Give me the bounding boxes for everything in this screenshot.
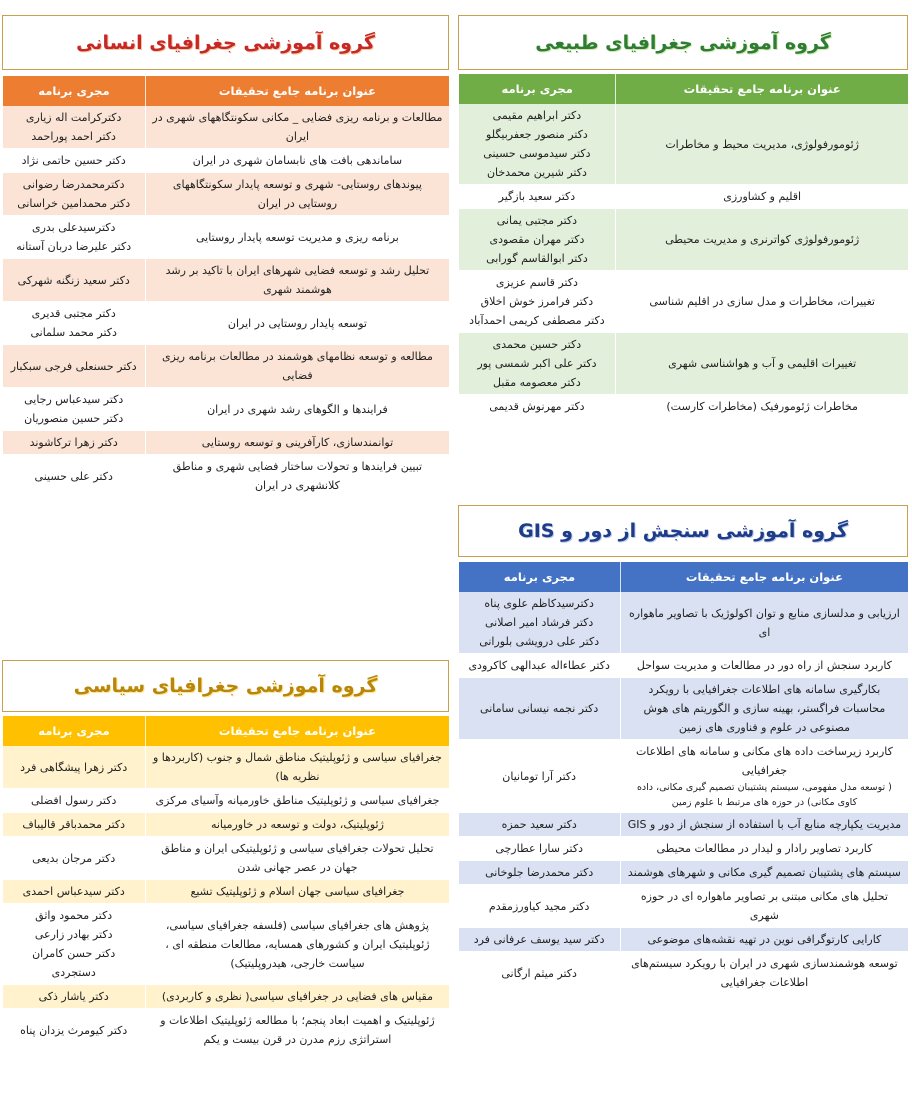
table-row <box>3 431 450 455</box>
research-topic: تحلیل تحولات جغرافیای سیاسی و ژئوپلیتیکی ایران و مناطق جهان در عصر جهانی شدن <box>161 842 434 874</box>
research-topic-cell <box>620 678 908 740</box>
header-topic: عنوان برنامه جامع تحقیقات <box>145 716 449 746</box>
supervisor-cell: دکتر حسین محمدی دکتر علی اکبر شمسی پور دکتر معصومه مقبل <box>459 333 616 395</box>
research-topic-cell <box>616 209 908 271</box>
table-row <box>3 455 450 498</box>
physical-geography-panel <box>458 15 908 419</box>
supervisor-cell: دکتر زهرا پیشگاهی فرد <box>3 746 146 789</box>
supervisor-cell: دکتر مجید کیاورزمقدم <box>459 885 621 928</box>
table-row <box>3 985 450 1009</box>
research-topic-cell <box>145 259 449 302</box>
supervisor-cell: دکتر ابراهیم مقیمی دکتر منصور جعفربیگلو دکتر سیدموسی حسینی دکتر شیرین محمدخان <box>459 104 616 185</box>
table-row <box>3 837 450 880</box>
header-supervisor: مجری برنامه <box>3 76 146 106</box>
supervisor-cell: دکتر سیدعباس احمدی <box>3 880 146 904</box>
research-topic: تبیین فرایندها و تحولات ساختار فضایی شهری و مناطق کلانشهری در ایران <box>172 460 423 492</box>
research-topic: ژئوپلیتیک، دولت و توسعه در خاورمیانه <box>210 818 384 831</box>
physical-geography-table <box>458 74 908 419</box>
research-topic: توانمندسازی، کارآفرینی و توسعه روستایی <box>201 436 394 449</box>
supervisor-cell: دکتر محمدرضا جلوخانی <box>459 861 621 885</box>
table-row <box>459 104 909 185</box>
table-row <box>3 173 450 216</box>
table-row <box>459 395 909 419</box>
header-topic: عنوان برنامه جامع تحقیقات <box>620 562 908 592</box>
supervisor-cell: دکتر حسین حاتمی نژاد <box>3 149 146 173</box>
table-row <box>459 209 909 271</box>
research-topic: ژئومورفولوژی کواترنری و مدیریت محیطی <box>665 233 860 246</box>
table-row <box>3 388 450 431</box>
supervisor-cell: دکتر سعید زنگنه شهرکی <box>3 259 146 302</box>
table-row <box>3 106 450 149</box>
supervisor-cell: دکتر کیومرث یزدان پناه <box>3 1009 146 1052</box>
research-topic: ژئوپلیتیک و اهمیت ابعاد پنجم؛ با مطالعه ژئوپلیتیک اطلاعات و استراتژی رزم مدرن در قرن بیست و یکم <box>160 1014 435 1046</box>
table-row <box>3 904 450 985</box>
supervisor-cell: دکتر سعید بازگیر <box>459 185 616 209</box>
supervisor-cell: دکتر یاشار ذکی <box>3 985 146 1009</box>
remote-sensing-panel <box>458 505 908 995</box>
table-row <box>459 678 909 740</box>
research-topic: اقلیم و کشاورزی <box>723 190 802 203</box>
supervisor-cell: دکتر مجتبی قدیری دکتر محمد سلمانی <box>3 302 146 345</box>
research-topic: تغییرات، مخاطرات و مدل سازی در اقلیم شناسی <box>649 295 875 308</box>
table-row <box>3 880 450 904</box>
research-topic: فرایندها و الگوهای رشد شهری در ایران <box>207 402 388 416</box>
table-row <box>3 302 450 345</box>
research-topic-cell <box>620 928 908 952</box>
supervisor-cell: دکتر حسنعلی فرجی سبکبار <box>3 345 146 388</box>
supervisor-cell: دکتر عطاءاله عبدالهی کاکرودی <box>459 654 621 678</box>
research-topic-cell <box>620 837 908 861</box>
research-topic-cell <box>616 333 908 395</box>
research-topic-cell <box>145 985 449 1009</box>
research-topic: تغییرات اقلیمی و آب و هواشناسی شهری <box>668 357 857 370</box>
research-topic-cell <box>145 789 449 813</box>
research-topic-note: ( توسعه مدل مفهومی، سیستم پشتیبان تصمیم گیری مکانی، داده کاوی مکانی) در حوزه های مرتبط با علوم زمین <box>636 782 892 808</box>
research-topic-cell <box>620 592 908 654</box>
research-topic-cell <box>620 740 908 813</box>
supervisor-cell: دکتر محمود واثق دکتر بهادر زارعی دکتر حسن کامران دستجردی <box>3 904 146 985</box>
table-row <box>459 654 909 678</box>
research-topic-cell <box>145 837 449 880</box>
human-geography-table <box>2 76 449 498</box>
supervisor-cell: دکتر سیدعباس رجایی دکتر حسین منصوریان <box>3 388 146 431</box>
table-row <box>459 885 909 928</box>
research-topic: سیستم های پشتیبان تصمیم گیری مکانی و شهرهای هوشمند <box>627 866 901 879</box>
research-topic-cell <box>145 880 449 904</box>
supervisor-cell: دکتر میثم ارگانی <box>459 952 621 995</box>
research-topic: بکارگیری سامانه های اطلاعات جغرافیایی با رویکرد محاسبات فراگستر، بهینه سازی و الگوریتم های هوش مصنوعی در علوم و فناوری های زمین <box>643 683 886 734</box>
supervisor-cell: دکترسیدکاظم علوی پناه دکتر فرشاد امیر اصلانی دکتر علی درویشی بلورانی <box>459 592 621 654</box>
research-topic-cell <box>145 345 449 388</box>
research-topic-cell <box>620 813 908 837</box>
political-geography-title: گروه آموزشی جغرافیای سیاسی <box>2 660 449 712</box>
table-row <box>459 952 909 995</box>
supervisor-cell: دکترمحمدرضا رضوانی دکتر محمدامین خراسانی <box>3 173 146 216</box>
header-supervisor: مجری برنامه <box>459 562 621 592</box>
research-topic: کاربرد سنجش از راه دور در مطالعات و مدیریت سواحل <box>636 659 892 672</box>
political-geography-table <box>2 716 449 1052</box>
research-topic: جغرافیای سیاسی و ژئوپلیتیک مناطق شمال و جنوب (کاربردها و نظریه ها) <box>152 751 442 783</box>
research-topic-cell <box>145 149 449 173</box>
research-topic: مخاطرات ژئومورفیک (مخاطرات کارست) <box>666 400 858 413</box>
research-topic: مطالعه و توسعه نظامهای هوشمند در مطالعات برنامه ریزی فضایی <box>161 350 433 382</box>
research-topic: تحلیل رشد و توسعه فضایی شهرهای ایران با تاکید بر رشد هوشمند شهری <box>165 264 430 296</box>
table-row <box>459 333 909 395</box>
supervisor-cell: دکتر نجمه نیسانی سامانی <box>459 678 621 740</box>
research-topic: جغرافیای سیاسی جهان اسلام و ژئوپلیتیک تشیع <box>190 885 405 898</box>
research-topic-cell <box>616 395 908 419</box>
human-geography-panel <box>2 15 449 498</box>
research-topic: ارزیابی و مدلسازی منابع و توان اکولوژیک با تصاویر ماهواره ای <box>629 606 900 639</box>
human-geography-title: گروه آموزشی جغرافیای انسانی <box>2 15 449 70</box>
research-topic: مطالعات و برنامه ریزی فضایی _ مکانی سکونتگاههای شهری در ایران <box>152 111 443 143</box>
research-topic-cell <box>145 746 449 789</box>
table-row <box>3 813 450 837</box>
research-topic-cell <box>145 302 449 345</box>
table-row <box>3 1009 450 1052</box>
research-topic-cell <box>620 654 908 678</box>
supervisor-cell: دکتر آرا تومانیان <box>459 740 621 813</box>
supervisor-cell: دکتر رسول افضلی <box>3 789 146 813</box>
header-supervisor: مجری برنامه <box>459 74 616 104</box>
table-row <box>3 216 450 259</box>
research-topic-cell <box>145 455 449 498</box>
table-row <box>459 592 909 654</box>
table-row <box>459 185 909 209</box>
table-row <box>3 149 450 173</box>
research-topic-cell <box>145 813 449 837</box>
supervisor-cell: دکتر علی حسینی <box>3 455 146 498</box>
table-row <box>459 740 909 813</box>
research-topic-cell <box>145 1009 449 1052</box>
table-row <box>459 928 909 952</box>
remote-sensing-title: گروه آموزشی سنجش از دور و GIS <box>458 505 908 557</box>
research-topic-cell <box>145 904 449 985</box>
supervisor-cell: دکتر سارا عطارچی <box>459 837 621 861</box>
research-topic: جغرافیای سیاسی و ژئوپلیتیک مناطق خاورمیانه وآسیای مرکزی <box>155 794 440 807</box>
research-topic: مدیریت یکپارچه منابع آب با استفاده از سنجش از دور و GIS <box>627 818 902 831</box>
research-topic-cell <box>145 431 449 455</box>
research-topic-cell <box>145 388 449 431</box>
table-row <box>3 345 450 388</box>
research-topic-cell <box>616 104 908 185</box>
research-topic: توسعه هوشمندسازی شهری در ایران با رویکرد سیستم‌های اطلاعات جغرافیایی <box>631 957 898 989</box>
table-row <box>459 813 909 837</box>
political-geography-panel <box>2 660 449 1052</box>
table-row <box>3 789 450 813</box>
research-topic: کاربرد زیرساخت داده های مکانی و سامانه های اطلاعات جغرافیایی <box>635 745 893 777</box>
header-topic: عنوان برنامه جامع تحقیقات <box>616 74 908 104</box>
research-topic: ساماندهی بافت های نابسامان شهری در ایران <box>192 154 403 167</box>
table-row <box>459 271 909 333</box>
research-topic-cell <box>620 861 908 885</box>
supervisor-cell: دکتر زهرا ترکاشوند <box>3 431 146 455</box>
supervisor-cell: دکتر قاسم عزیزی دکتر فرامرز خوش اخلاق دکتر مصطفی کریمی احمدآباد <box>459 271 616 333</box>
research-topic: ژئومورفولوژی، مدیریت محیط و مخاطرات <box>665 137 859 151</box>
research-topic-cell <box>145 106 449 149</box>
research-topic: توسعه پایدار روستایی در ایران <box>227 316 367 330</box>
research-topic: تحلیل های مکانی مبتنی بر تصاویر ماهواره ای در حوزه شهری <box>640 890 888 922</box>
header-supervisor: مجری برنامه <box>3 716 146 746</box>
table-row <box>459 861 909 885</box>
research-topic-cell <box>616 271 908 333</box>
research-topic: کارایی کارتوگرافی نوین در تهیه نقشه‌های موضوعی <box>647 933 882 946</box>
table-row <box>3 259 450 302</box>
table-row <box>459 837 909 861</box>
physical-geography-title: گروه آموزشی جغرافیای طبیعی <box>458 15 908 70</box>
supervisor-cell: دکتر محمدباقر قالیباف <box>3 813 146 837</box>
research-topic: پژوهش های جغرافیای سیاسی (فلسفه جغرافیای سیاسی، ژئوپلیتیک ایران و کشورهای همسایه، مطالعات منطقه ای ، سیاست خارجی، هیدروپلیتیک) <box>165 918 430 970</box>
research-topic-cell <box>145 216 449 259</box>
research-topic: مقیاس های فضایی در جغرافیای سیاسی( نظری و کاربردی) <box>161 990 433 1003</box>
research-topic: کاربرد تصاویر رادار و لیدار در مطالعات محیطی <box>656 842 873 855</box>
supervisor-cell: دکتر سعید حمزه <box>459 813 621 837</box>
research-topic-cell <box>145 173 449 216</box>
table-row <box>3 746 450 789</box>
research-topic-cell <box>620 952 908 995</box>
research-topic-cell <box>616 185 908 209</box>
research-topic: برنامه ریزی و مدیریت توسعه پایدار روستایی <box>196 230 399 244</box>
remote-sensing-table <box>458 562 908 995</box>
supervisor-cell: دکترسیدعلی بدری دکتر علیرضا دربان آستانه <box>3 216 146 259</box>
supervisor-cell: دکتر مجتبی یمانی دکتر مهران مقصودی دکتر ابوالقاسم گورابی <box>459 209 616 271</box>
research-topic: پیوندهای روستایی- شهری و توسعه پایدار سکونتگاههای روستایی در ایران <box>172 178 422 210</box>
supervisor-cell: دکتر مرجان بدیعی <box>3 837 146 880</box>
supervisor-cell: دکتر مهرنوش قدیمی <box>459 395 616 419</box>
research-topic-cell <box>620 885 908 928</box>
supervisor-cell: دکترکرامت اله زیاری دکتر احمد پوراحمد <box>3 106 146 149</box>
header-topic: عنوان برنامه جامع تحقیقات <box>145 76 449 106</box>
supervisor-cell: دکتر سید یوسف عرفانی فرد <box>459 928 621 952</box>
